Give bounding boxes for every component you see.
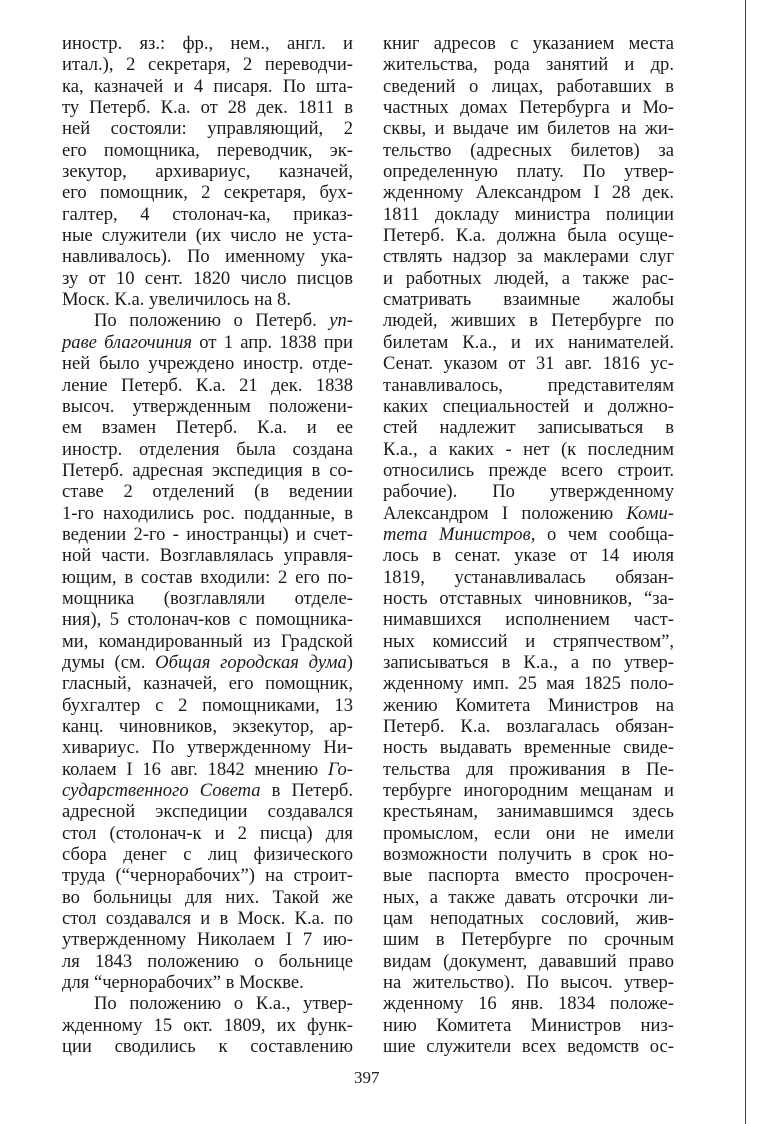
text-run: билетам К.а., и их нанимателей. xyxy=(383,331,674,353)
text-line xyxy=(383,567,674,588)
text-line xyxy=(62,118,353,139)
text-run: Моск. К.а. увеличилось на 8. xyxy=(62,289,291,311)
text-line xyxy=(62,204,353,225)
text-run: стей надлежит записываться в xyxy=(383,417,674,439)
text-line xyxy=(383,33,674,54)
text-line xyxy=(383,246,674,267)
text-line xyxy=(383,417,674,438)
text-run: иностр. отделения была создана xyxy=(62,438,353,460)
text-run: в Петерб. xyxy=(260,780,353,802)
text-run: его помощника, переводчик, эк- xyxy=(62,139,353,161)
text-run: ля 1843 положению о больнице xyxy=(62,950,353,972)
text-run: на жительство). По высоч. утвер- xyxy=(383,972,674,994)
text-run: ка, казначей и 4 писаря. По шта- xyxy=(62,75,353,97)
text-run: рабочие). По утвержденному xyxy=(383,481,674,503)
text-line xyxy=(62,503,353,524)
text-line xyxy=(383,140,674,161)
text-run: ней состояли: управляющий, 2 xyxy=(62,118,353,140)
text-line xyxy=(62,716,353,737)
text-run: ствлять надзор за маклерами слуг xyxy=(383,246,674,268)
text-line xyxy=(62,33,353,54)
text-line xyxy=(383,652,674,673)
text-line xyxy=(383,225,674,246)
text-line xyxy=(62,993,353,1014)
text-line xyxy=(62,182,353,203)
text-run: жденному имп. 25 мая 1825 поло- xyxy=(383,673,674,695)
text-run: хивариус. По утвержденному Ни- xyxy=(62,737,353,759)
text-line xyxy=(62,695,353,716)
text-run: стол (столонач-к и 2 писца) для xyxy=(62,822,353,844)
text-run: бухгалтер с 2 помощниками, 13 xyxy=(62,694,353,716)
text-run: нимавшихся исполнением част- xyxy=(383,609,674,631)
text-run: высоч. утвержденным положени- xyxy=(62,395,353,417)
text-run: К.а., а каких - нет (к последним xyxy=(383,438,674,460)
italic-term: тета Министров xyxy=(383,523,531,545)
text-line xyxy=(62,887,353,908)
text-run: танавливалось, представителям xyxy=(383,374,674,396)
text-line xyxy=(62,460,353,481)
text-run: ность отставных чиновников, “за- xyxy=(383,587,674,609)
text-line xyxy=(62,375,353,396)
text-run: колаем I 16 авг. 1842 мнению xyxy=(62,758,328,780)
text-run: сбора денег с лиц физического xyxy=(62,844,353,866)
text-run: 1-го находились рос. подданные, в xyxy=(62,502,353,524)
text-line xyxy=(383,951,674,972)
text-run: шие служители всех ведомств ос- xyxy=(383,1036,674,1058)
text-line xyxy=(62,161,353,182)
text-run: галтер, 4 столонач-ка, приказ- xyxy=(62,203,353,225)
text-run: ные служители (их число не уста- xyxy=(62,225,353,247)
text-line xyxy=(383,631,674,652)
text-run: нию Комитета Министров низ- xyxy=(383,1014,674,1036)
text-line xyxy=(62,652,353,673)
text-line xyxy=(383,844,674,865)
text-line xyxy=(62,844,353,865)
text-line xyxy=(383,76,674,97)
text-line xyxy=(383,524,674,545)
text-run: ) xyxy=(346,651,353,673)
text-line xyxy=(62,759,353,780)
text-run: 1819, устанавливалась обязан- xyxy=(383,566,674,588)
text-run: думы (см. xyxy=(62,651,156,673)
text-run: жденному 15 окт. 1809, их функ- xyxy=(62,1014,353,1036)
text-line xyxy=(383,310,674,331)
text-line xyxy=(383,588,674,609)
text-run: возможности получить в срок но- xyxy=(383,844,674,866)
text-line xyxy=(62,545,353,566)
italic-term: сударственного Совета xyxy=(62,780,261,802)
text-line xyxy=(383,759,674,780)
text-line xyxy=(383,865,674,886)
text-run: гласный, казначей, его помощник, xyxy=(62,673,353,695)
text-line xyxy=(62,780,353,801)
text-line xyxy=(62,951,353,972)
text-line xyxy=(62,631,353,652)
text-column-left xyxy=(62,33,353,1058)
text-line xyxy=(383,993,674,1014)
text-line xyxy=(383,695,674,716)
text-run: тербурге иногородним мещанам и xyxy=(383,780,674,802)
text-run: ных комиссий и стряпчеством”, xyxy=(383,630,674,652)
text-line xyxy=(62,737,353,758)
text-run: и работных людей, а также рас- xyxy=(383,267,674,289)
text-line xyxy=(383,97,674,118)
text-line xyxy=(383,332,674,353)
text-run: ми, командированный из Градской xyxy=(62,630,353,652)
text-line xyxy=(62,268,353,289)
text-line xyxy=(62,97,353,118)
text-line xyxy=(383,503,674,524)
text-run: Александром I положению xyxy=(383,502,627,524)
text-run: утвержденному Николаем I 7 ию- xyxy=(62,929,353,951)
text-run: цам неподатных сословий, жив- xyxy=(383,908,674,930)
text-line xyxy=(62,609,353,630)
text-line xyxy=(62,929,353,950)
scan-edge-divider xyxy=(745,0,746,1124)
text-run: ния), 5 столонач-ков с помощника- xyxy=(62,609,353,631)
text-line xyxy=(383,268,674,289)
text-line xyxy=(383,545,674,566)
text-run: во больницы для них. Такой же xyxy=(62,886,353,908)
text-line xyxy=(62,76,353,97)
text-line xyxy=(383,1036,674,1057)
text-run: жению Комитета Министров на xyxy=(383,694,674,716)
text-run: определенную плату. По утвер- xyxy=(383,161,674,183)
text-line xyxy=(62,865,353,886)
text-line xyxy=(383,204,674,225)
text-run: для “чернорабочих” в Москве. xyxy=(62,972,304,994)
text-run: ных, а также давать отсрочки ли- xyxy=(383,886,674,908)
text-line xyxy=(383,182,674,203)
text-line xyxy=(383,716,674,737)
italic-term: Коми- xyxy=(626,502,674,524)
text-run: книг адресов с указанием места xyxy=(383,33,674,54)
text-line xyxy=(62,54,353,75)
text-run: вые паспорта вместо просрочен- xyxy=(383,865,674,887)
text-run: жденному Александром I 28 дек. xyxy=(383,182,674,204)
text-line xyxy=(62,524,353,545)
text-line xyxy=(383,375,674,396)
text-line xyxy=(62,567,353,588)
text-line xyxy=(383,353,674,374)
text-run: ней было учреждено иностр. отде- xyxy=(62,353,353,375)
text-run: По положению о Петерб. xyxy=(94,310,330,332)
text-line xyxy=(383,118,674,139)
text-run: жительства, рода занятий и др. xyxy=(383,54,674,76)
text-run: жденному 16 янв. 1834 положе- xyxy=(383,993,674,1015)
text-run: 1811 докладу министра полиции xyxy=(383,203,674,225)
text-run: Сенат. указом от 31 авг. 1816 ус- xyxy=(383,353,674,375)
text-line xyxy=(62,396,353,417)
text-line xyxy=(383,972,674,993)
italic-term: уп- xyxy=(329,310,353,332)
text-line xyxy=(62,225,353,246)
italic-term: Го- xyxy=(327,758,353,780)
text-line xyxy=(383,54,674,75)
text-line xyxy=(62,972,353,993)
text-line xyxy=(383,396,674,417)
text-run: видам (документ, дававший право xyxy=(383,950,674,972)
text-run: иностр. яз.: фр., нем., англ. и xyxy=(62,33,353,54)
text-run: крестьянам, занимавшимся здесь xyxy=(383,801,674,823)
text-line xyxy=(383,673,674,694)
text-line xyxy=(62,801,353,822)
text-line xyxy=(62,246,353,267)
text-run: людей, живших в Петербурге по xyxy=(383,310,674,332)
text-line xyxy=(383,887,674,908)
text-run: каких специальностей и должно- xyxy=(383,395,674,417)
text-line xyxy=(383,823,674,844)
text-line xyxy=(383,481,674,502)
text-run: ность выдавать временные свиде- xyxy=(383,737,674,759)
text-line xyxy=(62,823,353,844)
text-line xyxy=(62,310,353,331)
text-run: ту Петерб. К.а. от 28 дек. 1811 в xyxy=(62,97,353,119)
text-run: ции сводились к составлению xyxy=(62,1036,353,1058)
text-run: его помощник, 2 секретаря, бух- xyxy=(62,182,353,204)
text-line xyxy=(62,1036,353,1057)
text-line xyxy=(62,588,353,609)
text-column-right xyxy=(383,33,674,1058)
text-run: труда (“чернорабочих”) на строит- xyxy=(62,865,353,887)
text-run: ем взамен Петерб. К.а. и ее xyxy=(62,417,353,439)
text-run: По положению о К.а., утвер- xyxy=(94,993,353,1015)
text-line xyxy=(383,780,674,801)
text-run: мощника (возглавляли отделе- xyxy=(62,587,353,609)
text-run: Петерб. адресная экспедиция в со- xyxy=(62,459,353,481)
italic-term: раве благочиния xyxy=(62,331,193,353)
text-line xyxy=(383,929,674,950)
text-line xyxy=(383,1015,674,1036)
text-line xyxy=(62,439,353,460)
text-run: ной части. Возглавлялась управля- xyxy=(62,545,353,567)
text-run: итал.), 2 секретаря, 2 переводчи- xyxy=(62,54,353,76)
text-run: стол создавался и в Моск. К.а. по xyxy=(62,908,353,930)
text-run: ющим, в состав входили: 2 его по- xyxy=(62,566,353,588)
text-line xyxy=(383,737,674,758)
text-line xyxy=(62,332,353,353)
text-line xyxy=(383,439,674,460)
text-run: зу от 10 сент. 1820 число писцов xyxy=(62,267,353,289)
text-run: записываться в К.а., а по утвер- xyxy=(383,651,674,673)
text-run: тельства для проживания в Пе- xyxy=(383,758,674,780)
text-line xyxy=(62,140,353,161)
text-line xyxy=(62,417,353,438)
text-line xyxy=(383,908,674,929)
italic-term: Общая городская дума xyxy=(155,651,347,673)
text-line xyxy=(62,353,353,374)
text-run: сматривать взаимные жалобы xyxy=(383,289,674,311)
text-run: лось в сенат. указе от 14 июля xyxy=(383,545,674,567)
text-run: относились прежде всего строит. xyxy=(383,459,674,481)
text-run: от 1 апр. 1838 при xyxy=(192,331,353,353)
page-number: 397 xyxy=(354,1068,380,1087)
text-line xyxy=(383,801,674,822)
text-run: сквы, и выдаче им билетов на жи- xyxy=(383,118,674,140)
text-run: Петерб. К.а. возлагалась обязан- xyxy=(383,716,674,737)
text-line xyxy=(383,460,674,481)
text-line xyxy=(62,908,353,929)
text-run: промыслом, если они не имели xyxy=(383,822,674,844)
text-run: шим в Петербурге по срочным xyxy=(383,929,674,951)
text-line xyxy=(62,481,353,502)
text-line xyxy=(62,1015,353,1036)
text-run: зекутор, архивариус, казначей, xyxy=(62,161,353,183)
text-run: канц. чиновников, экзекутор, ар- xyxy=(62,716,353,737)
text-run: сведений о лицах, работавших в xyxy=(383,75,674,97)
text-line xyxy=(62,289,353,310)
text-run: Петерб. К.а. должна была осуще- xyxy=(383,225,674,247)
text-run: тельство (адресных билетов) за xyxy=(383,139,674,161)
text-line xyxy=(62,673,353,694)
text-line xyxy=(383,609,674,630)
text-run: частных домах Петербурга и Мо- xyxy=(383,97,674,119)
text-line xyxy=(383,161,674,182)
text-run: ставе 2 отделений (в ведении xyxy=(62,481,353,503)
text-run: ведении 2-го - иностранцы) и счет- xyxy=(62,523,353,545)
text-line xyxy=(383,289,674,310)
text-run: ление Петерб. К.а. 21 дек. 1838 xyxy=(62,374,353,396)
text-run: навливалось). По именному ука- xyxy=(62,246,353,268)
text-run: , о чем сообща- xyxy=(530,523,674,545)
text-run: адресной экспедиции создавался xyxy=(62,801,353,823)
